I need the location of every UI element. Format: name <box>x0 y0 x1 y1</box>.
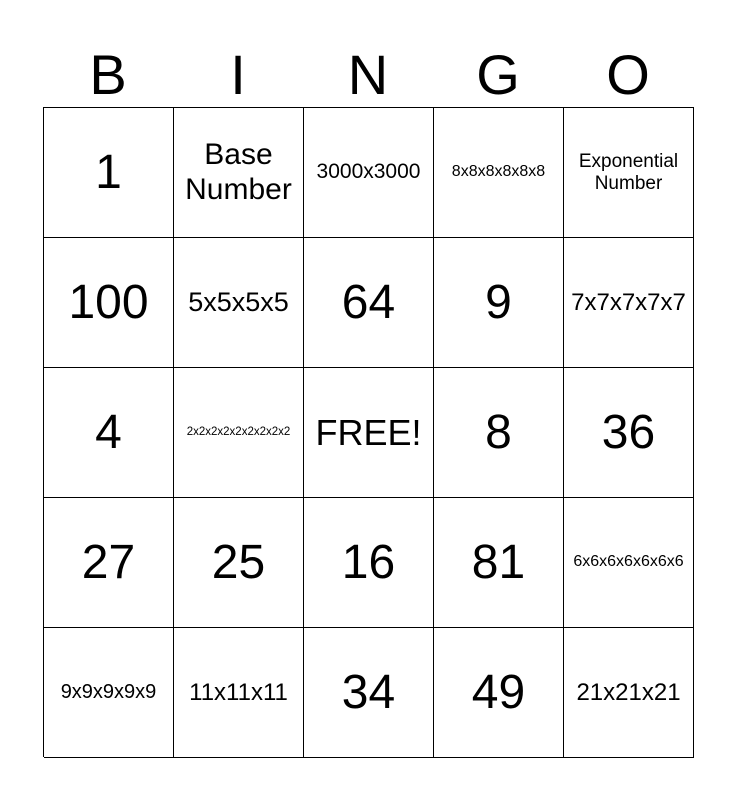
bingo-cell[interactable]: 8x8x8x8x8x8 <box>434 108 564 238</box>
bingo-cell[interactable]: 100 <box>44 238 174 368</box>
bingo-cell[interactable]: 5x5x5x5 <box>174 238 304 368</box>
bingo-cell[interactable]: 36 <box>564 368 694 498</box>
header-letter-o: O <box>606 43 650 106</box>
bingo-cell[interactable]: 34 <box>304 628 434 758</box>
bingo-cell[interactable]: 16 <box>304 498 434 628</box>
bingo-cell[interactable]: 21x21x21 <box>564 628 694 758</box>
header-letter-i: I <box>230 43 246 106</box>
bingo-cell[interactable]: 7x7x7x7x7 <box>564 238 694 368</box>
bingo-cell[interactable]: 27 <box>44 498 174 628</box>
header-letter-b: B <box>89 43 127 106</box>
bingo-cell[interactable]: 49 <box>434 628 564 758</box>
bingo-cell[interactable]: Base Number <box>174 108 304 238</box>
header-letter-g: G <box>476 43 520 106</box>
bingo-cell[interactable]: 9 <box>434 238 564 368</box>
bingo-header <box>43 42 693 108</box>
bingo-cell[interactable]: 2x2x2x2x2x2x2x2x2 <box>174 368 304 498</box>
bingo-cell[interactable]: 6x6x6x6x6x6x6 <box>564 498 694 628</box>
bingo-cell[interactable]: 25 <box>174 498 304 628</box>
bingo-cell[interactable]: 11x11x11 <box>174 628 304 758</box>
bingo-cell[interactable]: 4 <box>44 368 174 498</box>
bingo-board <box>43 107 694 757</box>
bingo-cell[interactable]: 64 <box>304 238 434 368</box>
bingo-cell[interactable]: 1 <box>44 108 174 238</box>
header-letter-n: N <box>347 43 389 106</box>
bingo-cell[interactable]: 8 <box>434 368 564 498</box>
free-space-cell[interactable]: FREE! <box>304 368 434 498</box>
bingo-cell[interactable]: 81 <box>434 498 564 628</box>
bingo-cell[interactable]: 9x9x9x9x9 <box>44 628 174 758</box>
bingo-cell[interactable]: 3000x3000 <box>304 108 434 238</box>
bingo-cell[interactable]: Exponential Number <box>564 108 694 238</box>
